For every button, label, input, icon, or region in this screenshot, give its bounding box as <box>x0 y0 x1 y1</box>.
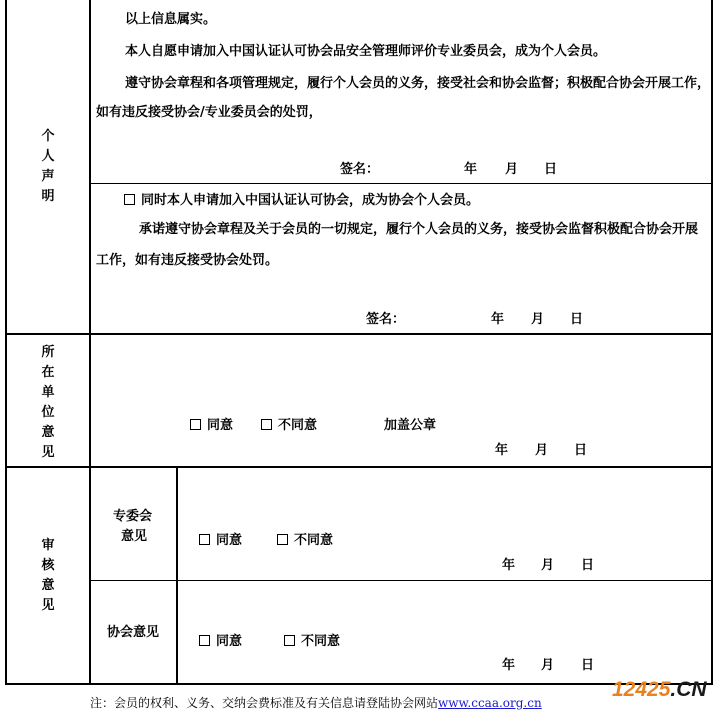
committee-agree-option[interactable]: 同意 <box>199 533 242 549</box>
date-day: 日 <box>544 162 558 177</box>
date-day: 日 <box>570 312 584 327</box>
committee-disagree-option[interactable]: 不同意 <box>277 533 333 549</box>
footer-note <box>90 694 542 711</box>
declaration-line-3: 遵守协会章程和各项管理规定，履行个人会员的义务，接受社会和协会监督；积极配合协会开展工作， <box>125 76 711 91</box>
date-year: 年 <box>491 312 505 327</box>
association-agree-checkbox[interactable] <box>199 635 210 646</box>
date-day: 日 <box>581 658 595 673</box>
association-agree-option[interactable]: 同意 <box>199 634 242 650</box>
website-link[interactable]: www.ccaa.org.cn <box>438 696 542 710</box>
association-disagree-checkbox[interactable] <box>284 635 295 646</box>
declaration-line-1: 以上信息属实。 <box>125 12 217 27</box>
header-column-divider <box>89 0 91 684</box>
unit-agree-checkbox[interactable] <box>190 419 201 430</box>
row-divider-2 <box>5 466 713 468</box>
membership-option-label: 同时本人申请加入中国认证认可协会，成为协会个人会员。 <box>141 193 480 208</box>
date-year: 年 <box>464 162 478 177</box>
sub-row-divider <box>89 183 712 184</box>
official-seal-label: 加盖公章 <box>384 418 437 433</box>
committee-opinion-label: 专委会 意见 <box>113 509 153 544</box>
date-day: 日 <box>581 558 595 573</box>
signature-label: 签名： <box>340 162 380 177</box>
unit-disagree-checkbox[interactable] <box>261 419 272 430</box>
row-divider-1 <box>5 333 713 335</box>
unit-disagree-option[interactable]: 不同意 <box>261 418 317 434</box>
table-border-right <box>711 0 713 684</box>
date-month: 月 <box>531 312 545 327</box>
date-month: 月 <box>541 658 555 673</box>
declaration-line-5: 承诺遵守协会章程及关于会员的一切规定，履行个人会员的义务，接受协会监督积极配合协会开展 <box>139 222 699 237</box>
association-opinion-label: 协会意见 <box>107 625 160 640</box>
signature-label: 签名： <box>366 312 406 327</box>
date-year: 年 <box>502 558 516 573</box>
date-month: 月 <box>541 558 555 573</box>
review-label-divider <box>176 466 178 684</box>
unit-agree-option[interactable]: 同意 <box>190 418 233 434</box>
watermark-digits: 12425 <box>612 678 671 701</box>
site-watermark-logo <box>612 678 707 702</box>
table-border-left <box>5 0 7 684</box>
watermark-domain: .CN <box>670 678 707 701</box>
declaration-header: 个 人 声 明 <box>41 129 55 204</box>
committee-agree-checkbox[interactable] <box>199 534 210 545</box>
footer-note-text: 注：会员的权利、义务、交纳会费标准及有关信息请登陆协会网站 <box>90 696 439 710</box>
declaration-line-2: 本人自愿申请加入中国认证认可协会品安全管理师评价专业委员会，成为个人会员。 <box>125 44 607 59</box>
date-year: 年 <box>502 658 516 673</box>
declaration-line-6: 工作，如有违反接受协会处罚。 <box>96 253 279 268</box>
committee-disagree-checkbox[interactable] <box>277 534 288 545</box>
membership-checkbox[interactable] <box>124 194 135 205</box>
review-sub-divider <box>89 580 712 581</box>
date-year: 年 <box>495 443 509 458</box>
association-disagree-option[interactable]: 不同意 <box>284 634 340 650</box>
review-header: 审 核 意 见 <box>41 538 55 613</box>
date-month: 月 <box>505 162 519 177</box>
table-border-bottom <box>5 683 713 685</box>
association-membership-option[interactable] <box>124 193 479 209</box>
declaration-line-4: 如有违反接受协会/专业委员会的处罚， <box>96 105 322 120</box>
date-day: 日 <box>574 443 588 458</box>
date-month: 月 <box>535 443 549 458</box>
unit-opinion-header: 所 在 单 位 意 见 <box>41 345 55 460</box>
